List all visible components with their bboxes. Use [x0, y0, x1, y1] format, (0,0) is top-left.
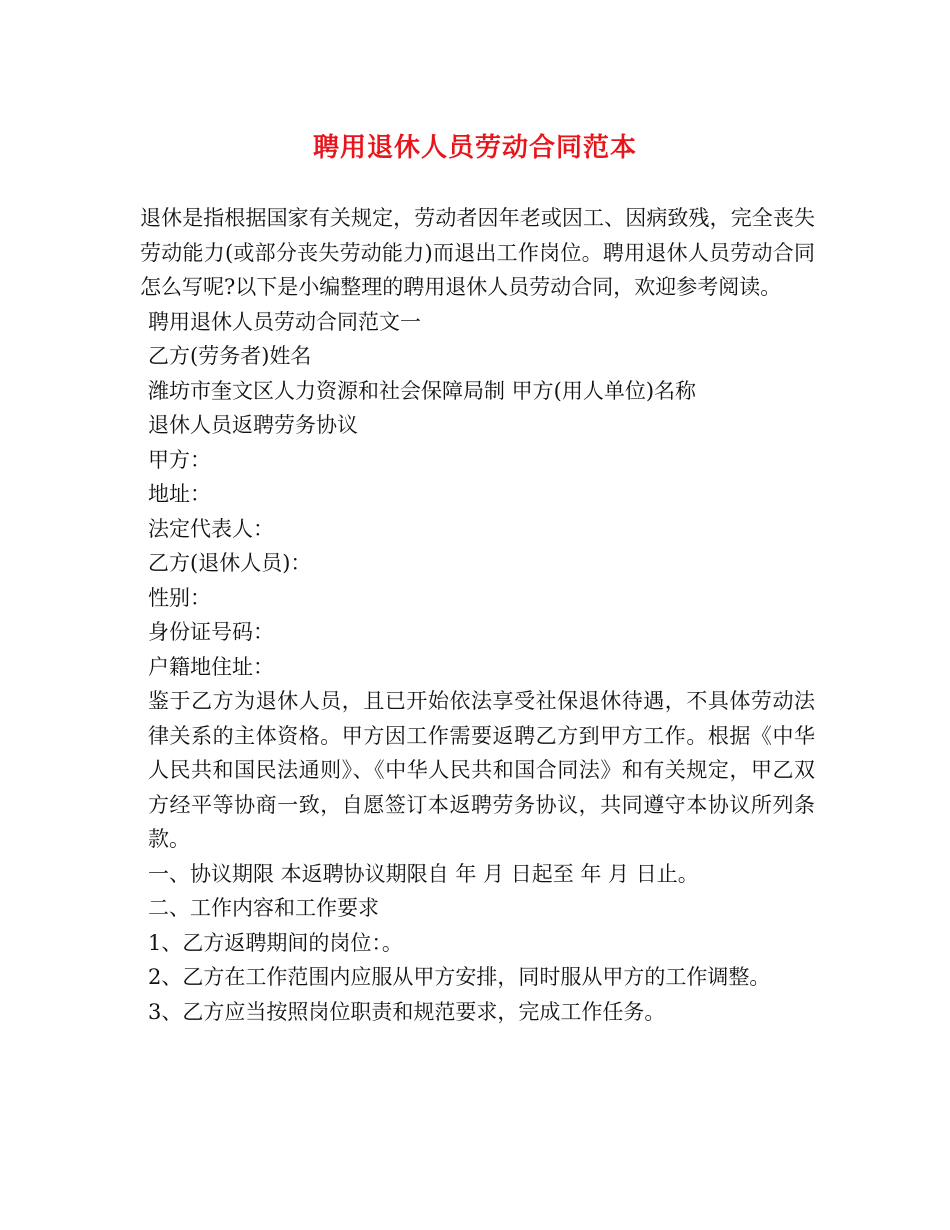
- clause-work-content-heading: 二、工作内容和工作要求: [148, 896, 379, 920]
- issuer-line: 潍坊市奎文区人力资源和社会保障局制 甲方(用人单位)名称: [148, 378, 697, 403]
- household-address-field: 户籍地住址：: [148, 654, 274, 679]
- intro-paragraph: 退休是指根据国家有关规定，劳动者因年老或因工、因病致残，完全丧失劳动能力(或部分丧失劳动能力)而退出工作岗位。聘用退休人员劳动合同怎么写呢?以下是小编整理的聘用退休人员劳动合同，欢迎参考阅读。: [140, 206, 815, 299]
- id-number-field: 身份证号码：: [148, 620, 274, 644]
- address-field: 地址：: [148, 482, 211, 506]
- clause-item-2: 2、乙方在工作范围内应服从甲方安排，同时服从甲方的工作调整。: [148, 965, 771, 989]
- legal-representative-field: 法定代表人：: [148, 516, 274, 541]
- party-a-field: 甲方：: [148, 447, 211, 472]
- clause-item-1: 1、乙方返聘期间的岗位：。: [148, 930, 403, 955]
- document-title: 聘用退休人员劳动合同范本: [312, 133, 637, 163]
- gender-field: 性别：: [148, 585, 211, 610]
- recital-paragraph: 鉴于乙方为退休人员，且已开始依法享受社保退休待遇，不具体劳动法律关系的主体资格。甲方因工作需要返聘乙方到甲方工作。根据《中华人民共和国民法通则》、《中华人民共和国合同法》和有关规定，甲乙双方经平等协商一致，自愿签订本返聘劳务协议，共同遵守本协议所列条款。: [148, 689, 815, 851]
- party-b-field: 乙方(退休人员)：: [148, 551, 312, 575]
- party-b-name-line: 乙方(劳务者)姓名: [148, 344, 312, 368]
- clause-term: 一、协议期限 本返聘协议期限自 年 月 日起至 年 月 日止。: [148, 861, 699, 886]
- agreement-title-line: 退休人员返聘劳务协议: [148, 413, 358, 437]
- section-heading-sample-one: 聘用退休人员劳动合同范文一: [148, 309, 421, 334]
- document-body: [140, 201, 815, 1029]
- clause-item-3: 3、乙方应当按照岗位职责和规范要求，完成工作任务。: [148, 999, 666, 1024]
